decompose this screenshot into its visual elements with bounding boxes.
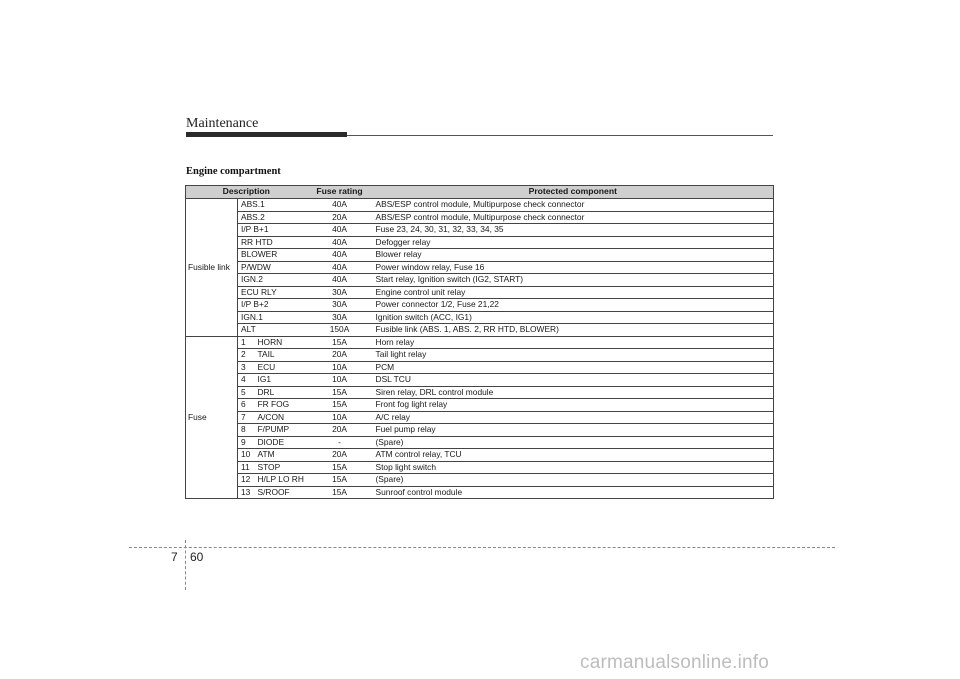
table-row	[186, 486, 774, 499]
table-row	[186, 449, 774, 462]
fuse-rating-cell: 20A	[307, 424, 373, 437]
fuse-rating-cell: 10A	[307, 374, 373, 387]
protected-component-cell: ATM control relay, TCU	[373, 449, 774, 462]
fuse-rating-cell: 40A	[307, 199, 373, 212]
fuse-name-cell: RR HTD	[238, 236, 307, 249]
table-row	[186, 361, 774, 374]
protected-component-cell: Sunroof control module	[373, 486, 774, 499]
protected-component-cell: Fuel pump relay	[373, 424, 774, 437]
protected-component-cell: (Spare)	[373, 436, 774, 449]
protected-component-cell: Start relay, Ignition switch (IG2, START)	[373, 274, 774, 287]
protected-component-cell: Stop light switch	[373, 461, 774, 474]
fuse-rating-cell: 15A	[307, 399, 373, 412]
fuse-rating-cell: 40A	[307, 224, 373, 237]
fuse-name-cell: IGN.2	[238, 274, 307, 287]
fuse-rating-cell: 30A	[307, 286, 373, 299]
protected-component-cell: Defogger relay	[373, 236, 774, 249]
fuse-number-cell: 7	[238, 411, 255, 424]
table-row	[186, 286, 774, 299]
table-row	[186, 211, 774, 224]
fuse-name-cell: H/LP LO RH	[255, 474, 307, 487]
page-number: 60	[190, 550, 204, 564]
fuse-name-cell: A/CON	[255, 411, 307, 424]
table-row	[186, 474, 774, 487]
protected-component-cell: Power window relay, Fuse 16	[373, 261, 774, 274]
section-title: Engine compartment	[186, 166, 281, 177]
column-header-fuse-rating: Fuse rating	[307, 186, 373, 199]
fuse-rating-cell: 20A	[307, 211, 373, 224]
table-row	[186, 261, 774, 274]
fuse-name-cell: FR FOG	[255, 399, 307, 412]
fuse-rating-cell: 15A	[307, 486, 373, 499]
fuse-name-cell: ECU	[255, 361, 307, 374]
protected-component-cell: A/C relay	[373, 411, 774, 424]
fuse-name-cell: ALT	[238, 324, 307, 337]
category-label-fuse: Fuse	[186, 336, 238, 499]
protected-component-cell: Horn relay	[373, 336, 774, 349]
fuse-name-cell: TAIL	[255, 349, 307, 362]
fuse-name-cell: P/WDW	[238, 261, 307, 274]
column-header-protected-component: Protected component	[373, 186, 774, 199]
fuse-name-cell: ATM	[255, 449, 307, 462]
page-header-title: Maintenance	[186, 116, 259, 131]
protected-component-cell: Blower relay	[373, 249, 774, 262]
fuse-name-cell: DRL	[255, 386, 307, 399]
protected-component-cell: Power connector 1/2, Fuse 21,22	[373, 299, 774, 312]
fuse-rating-cell: 20A	[307, 449, 373, 462]
protected-component-cell: Front fog light relay	[373, 399, 774, 412]
protected-component-cell: ABS/ESP control module, Multipurpose check connector	[373, 199, 774, 212]
fuse-group	[186, 336, 774, 499]
fuse-number-cell: 6	[238, 399, 255, 412]
protected-component-cell: Siren relay, DRL control module	[373, 386, 774, 399]
fuse-number-cell: 12	[238, 474, 255, 487]
footer-vertical-dashed-rule	[185, 540, 186, 590]
protected-component-cell: Fuse 23, 24, 30, 31, 32, 33, 34, 35	[373, 224, 774, 237]
table-row	[186, 274, 774, 287]
table-row	[186, 249, 774, 262]
protected-component-cell: Tail light relay	[373, 349, 774, 362]
fuse-name-cell: IG1	[255, 374, 307, 387]
fuse-number-cell: 8	[238, 424, 255, 437]
fuse-name-cell: HORN	[255, 336, 307, 349]
table-row	[186, 411, 774, 424]
table-row	[186, 199, 774, 212]
fuse-rating-cell: 30A	[307, 299, 373, 312]
fuse-name-cell: F/PUMP	[255, 424, 307, 437]
fuse-number-cell: 4	[238, 374, 255, 387]
fuse-rating-cell: 15A	[307, 474, 373, 487]
fuse-name-cell: ECU RLY	[238, 286, 307, 299]
fuse-rating-cell: 30A	[307, 311, 373, 324]
protected-component-cell: (Spare)	[373, 474, 774, 487]
table-row	[186, 299, 774, 312]
fuse-rating-cell: 15A	[307, 336, 373, 349]
watermark-text: carmanualsonline.info	[580, 652, 770, 673]
fuse-rating-cell: 10A	[307, 361, 373, 374]
fusible-link-group	[186, 199, 774, 337]
table-header-row	[186, 186, 774, 199]
table-row	[186, 374, 774, 387]
fuse-name-cell: STOP	[255, 461, 307, 474]
fuse-rating-cell: 15A	[307, 386, 373, 399]
protected-component-cell: Fusible link (ABS. 1, ABS. 2, RR HTD, BLOWER)	[373, 324, 774, 337]
protected-component-cell: Ignition switch (ACC, IG1)	[373, 311, 774, 324]
table-row	[186, 336, 774, 349]
fuse-name-cell: I/P B+1	[238, 224, 307, 237]
table-row	[186, 386, 774, 399]
fuse-number-cell: 9	[238, 436, 255, 449]
fuse-rating-cell: -	[307, 436, 373, 449]
fuse-number-cell: 2	[238, 349, 255, 362]
table-row	[186, 461, 774, 474]
fuse-rating-cell: 20A	[307, 349, 373, 362]
protected-component-cell: ABS/ESP control module, Multipurpose check connector	[373, 211, 774, 224]
fuse-table	[185, 185, 774, 499]
footer-dashed-rule	[129, 547, 835, 548]
table-row	[186, 424, 774, 437]
fuse-number-cell: 10	[238, 449, 255, 462]
category-label-fusible-link: Fusible link	[186, 199, 238, 337]
fuse-number-cell: 3	[238, 361, 255, 374]
fuse-number-cell: 5	[238, 386, 255, 399]
fuse-name-cell: I/P B+2	[238, 299, 307, 312]
fuse-rating-cell: 40A	[307, 236, 373, 249]
fuse-rating-cell: 40A	[307, 274, 373, 287]
fuse-name-cell: BLOWER	[238, 249, 307, 262]
table-row	[186, 399, 774, 412]
table-row	[186, 236, 774, 249]
table-row	[186, 224, 774, 237]
header-rule-thin	[347, 135, 773, 136]
table-row	[186, 324, 774, 337]
column-header-description: Description	[186, 186, 307, 199]
protected-component-cell: DSL TCU	[373, 374, 774, 387]
table-row	[186, 311, 774, 324]
fuse-rating-cell: 40A	[307, 249, 373, 262]
fuse-name-cell: IGN.1	[238, 311, 307, 324]
fuse-name-cell: ABS.1	[238, 199, 307, 212]
protected-component-cell: PCM	[373, 361, 774, 374]
fuse-rating-cell: 15A	[307, 461, 373, 474]
protected-component-cell: Engine control unit relay	[373, 286, 774, 299]
fuse-rating-cell: 40A	[307, 261, 373, 274]
table-row	[186, 436, 774, 449]
header-rule-thick	[186, 132, 347, 137]
fuse-number-cell: 13	[238, 486, 255, 499]
fuse-name-cell: DIODE	[255, 436, 307, 449]
table-row	[186, 349, 774, 362]
fuse-rating-cell: 10A	[307, 411, 373, 424]
fuse-name-cell: S/ROOF	[255, 486, 307, 499]
fuse-rating-cell: 150A	[307, 324, 373, 337]
fuse-name-cell: ABS.2	[238, 211, 307, 224]
fuse-number-cell: 11	[238, 461, 255, 474]
fuse-number-cell: 1	[238, 336, 255, 349]
chapter-number: 7	[171, 550, 178, 564]
